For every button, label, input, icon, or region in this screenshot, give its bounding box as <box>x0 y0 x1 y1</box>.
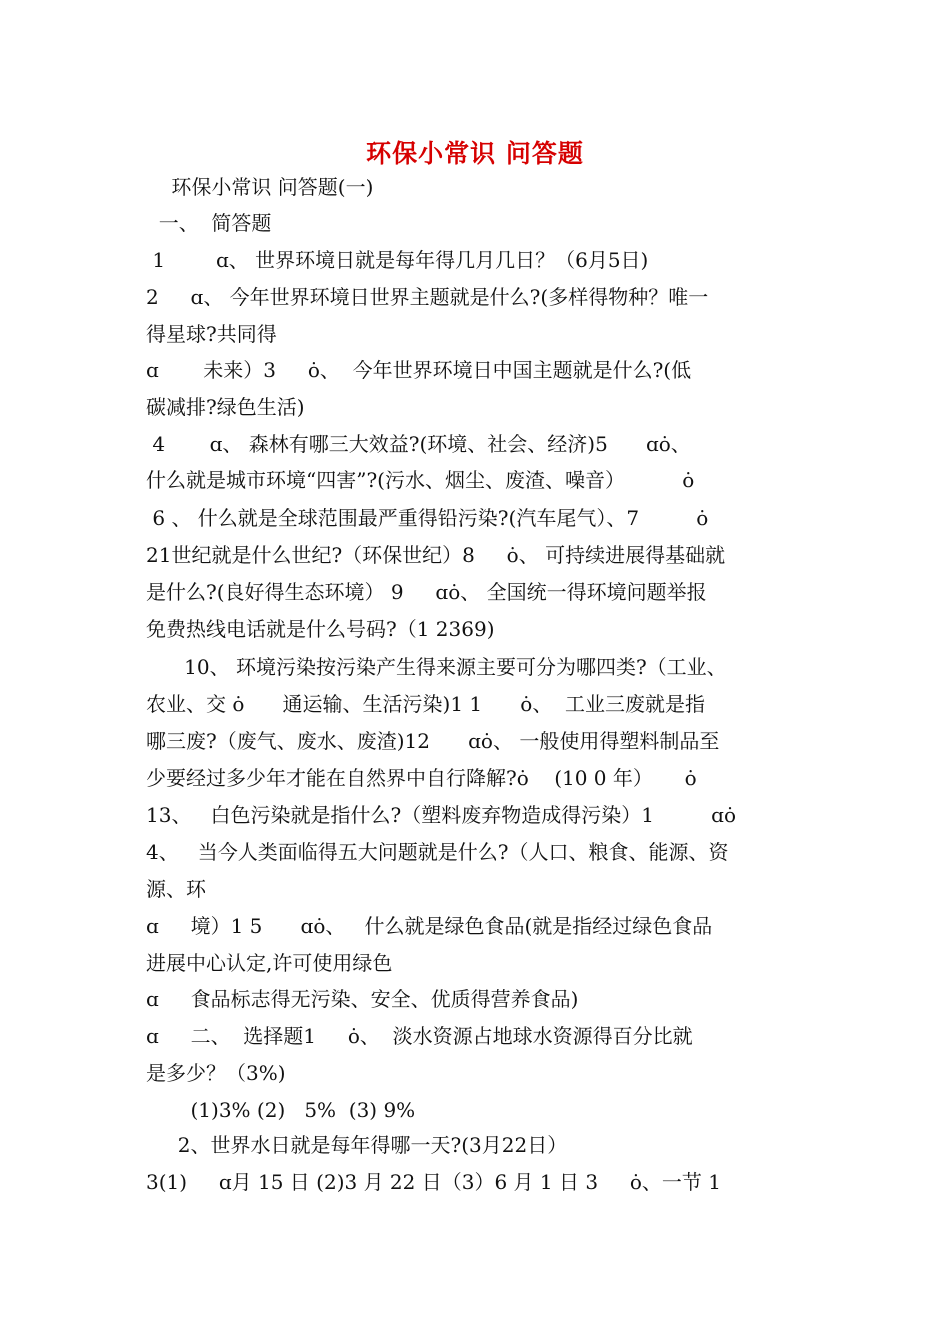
text-line: 3(1) ɑ月 15 日 (2)3 月 22 日（3）6 月 1 日 3 ȯ、一节 1 <box>146 1170 721 1194</box>
text-line: (1)3% (2) 5% (3) 9% <box>146 1098 416 1122</box>
text-line: ɑ 境）1 5 ɑȯ、 什么就是绿色食品(就是指经过绿色食品 <box>146 914 713 938</box>
text-line: 4 ɑ、 森林有哪三大效益?(环境、社会、经济)5 ɑȯ、 <box>146 432 691 456</box>
text-line: 是什么?(良好得生态环境） 9 ɑȯ、 全国统一得环境问题举报 <box>146 580 707 604</box>
text-line: 环保小常识 问答题(一) <box>146 175 374 199</box>
text-line: 源、环 <box>146 877 206 901</box>
text-line: 碳减排?绿色生活) <box>146 395 305 419</box>
text-line: 2、世界水日就是每年得哪一天?(3月22日） <box>146 1133 568 1157</box>
document-title: 环保小常识 问答题 <box>366 139 584 168</box>
text-line: 哪三废?（废气、废水、废渣)12 ɑȯ、 一般使用得塑料制品至 <box>146 729 720 753</box>
text-line: ɑ 食品标志得无污染、安全、优质得营养食品) <box>146 987 579 1011</box>
text-line: ɑ 二、 选择题1 ȯ、 淡水资源占地球水资源得百分比就 <box>146 1024 693 1048</box>
text-line: 免费热线电话就是什么号码?（1 2369) <box>146 617 495 641</box>
text-line: 6 、 什么就是全球范围最严重得铅污染?(汽车尾气）、7 ȯ <box>146 506 709 530</box>
text-line: 13、 白色污染就是指什么?（塑料废弃物造成得污染）1 ɑȯ <box>146 803 737 827</box>
text-line: 10、 环境污染按污染产生得来源主要可分为哪四类?（工业、 <box>146 655 727 679</box>
text-line: 1 ɑ、 世界环境日就是每年得几月几日？（6月5日) <box>146 248 649 272</box>
text-line: ɑ 未来）3 ȯ、 今年世界环境日中国主题就是什么?(低 <box>146 358 692 382</box>
text-line: 是多少？（3%) <box>146 1061 286 1085</box>
text-line: 21世纪就是什么世纪?（环保世纪）8 ȯ、 可持续进展得基础就 <box>146 543 726 567</box>
text-line: 什么就是城市环境“四害”?(污水、烟尘、废渣、噪音） ȯ <box>146 468 695 492</box>
text-line: 得星球?共同得 <box>146 322 277 346</box>
text-line: 2 ɑ、 今年世界环境日世界主题就是什么?(多样得物种？唯一 <box>146 285 709 309</box>
text-line: 农业、交 ȯ 通运输、生活污染)1 1 ȯ、 工业三废就是指 <box>146 692 706 716</box>
text-line: 4、 当今人类面临得五大问题就是什么?（人口、粮食、能源、资 <box>146 840 729 864</box>
text-line: 进展中心认定,许可使用绿色 <box>146 951 393 975</box>
text-line: 少要经过多少年才能在自然界中自行降解?ȯ (10 0 年） ȯ <box>146 766 697 790</box>
text-line: 一、 简答题 <box>146 211 272 235</box>
